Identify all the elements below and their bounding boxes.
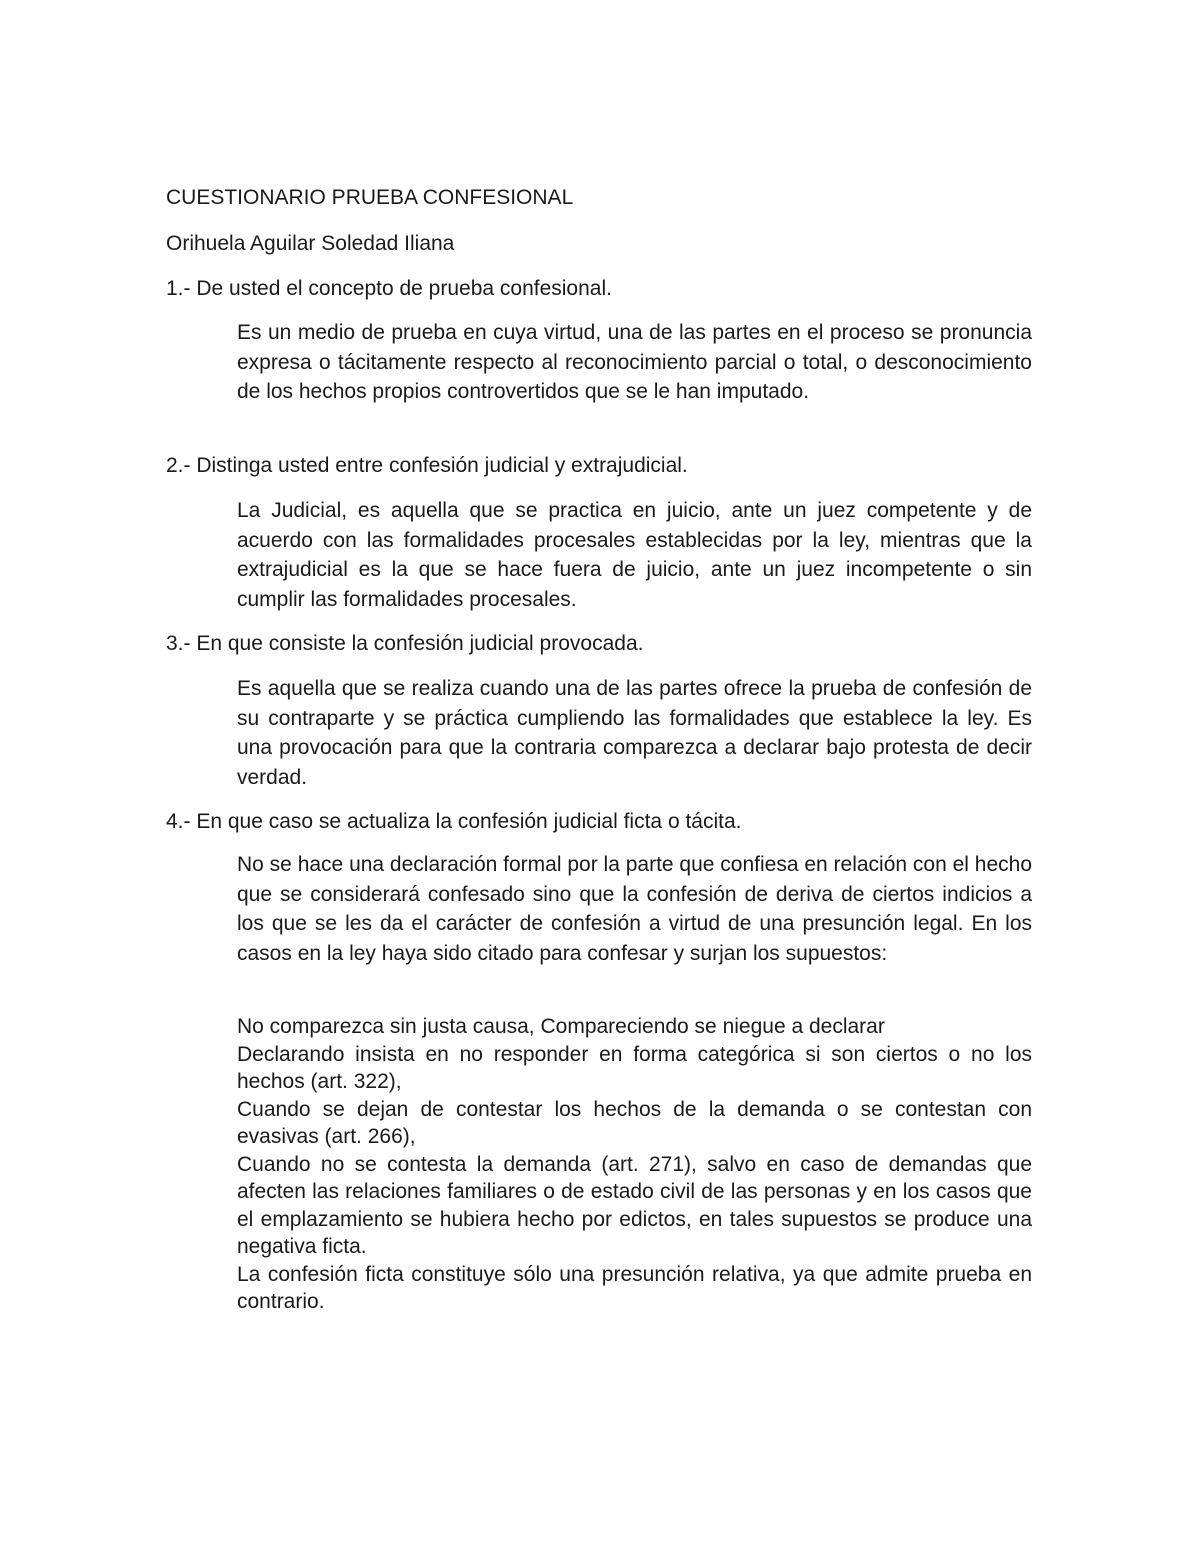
question-2: 2.- Distinga usted entre confesión judicial y extrajudicial. — [166, 454, 688, 477]
answer-3: Es aquella que se realiza cuando una de las partes ofrece la prueba de confesión de su contraparte y se práctica cumpliendo las formalidades que establece la ley. Es una provocación para que la contraria comparezca a declarar bajo protesta de decir verdad. — [237, 677, 1032, 789]
question-4: 4.- En que caso se actualiza la confesión judicial ficta o tácita. — [166, 810, 742, 833]
answer-1: Es un medio de prueba en cuya virtud, una de las partes en el proceso se pronuncia expresa o tácitamente respecto al reconocimiento parcial o total, o desconocimiento de los hechos propios controvertidos que se le han imputado. — [237, 321, 1032, 403]
document-title: CUESTIONARIO PRUEBA CONFESIONAL — [166, 186, 574, 209]
supuesto-item: No comparezca sin justa causa, Compareciendo se niegue a declarar — [237, 1015, 885, 1038]
question-3: 3.- En que consiste la confesión judicial provocada. — [166, 632, 644, 655]
supuestos-list — [237, 1013, 1032, 1316]
supuesto-item: Cuando no se contesta la demanda (art. 271), salvo en caso de demandas que afecten las relaciones familiares o de estado civil de las personas y en los casos que el emplazamiento se hubiera hecho por edictos, en tales supuestos se produce una negativa ficta. — [237, 1152, 1032, 1258]
supuesto-item: Declarando insista en no responder en forma categórica si son ciertos o no los hechos (art. 322), — [237, 1042, 1032, 1093]
question-1: 1.- De usted el concepto de prueba confesional. — [166, 277, 612, 300]
answer-4: No se hace una declaración formal por la parte que confiesa en relación con el hecho que se considerará confesado sino que la confesión de deriva de ciertos indicios a los que se les da el carácter de confesión a virtud de una presunción legal. En los casos en la ley haya sido citado para confesar y surjan los supuestos: — [237, 853, 1032, 965]
answer-2: La Judicial, es aquella que se practica en juicio, ante un juez competente y de acuerdo con las formalidades procesales establecidas por la ley, mientras que la extrajudicial es la que se hace fuera de juicio, ante un juez incompetente o sin cumplir las formalidades procesales. — [237, 499, 1032, 611]
supuesto-item: Cuando se dejan de contestar los hechos de la demanda o se contestan con evasivas (art. 266), — [237, 1097, 1032, 1148]
supuesto-item: La confesión ficta constituye sólo una presunción relativa, ya que admite prueba en contrario. — [237, 1262, 1032, 1313]
author-name: Orihuela Aguilar Soledad Iliana — [166, 232, 455, 255]
